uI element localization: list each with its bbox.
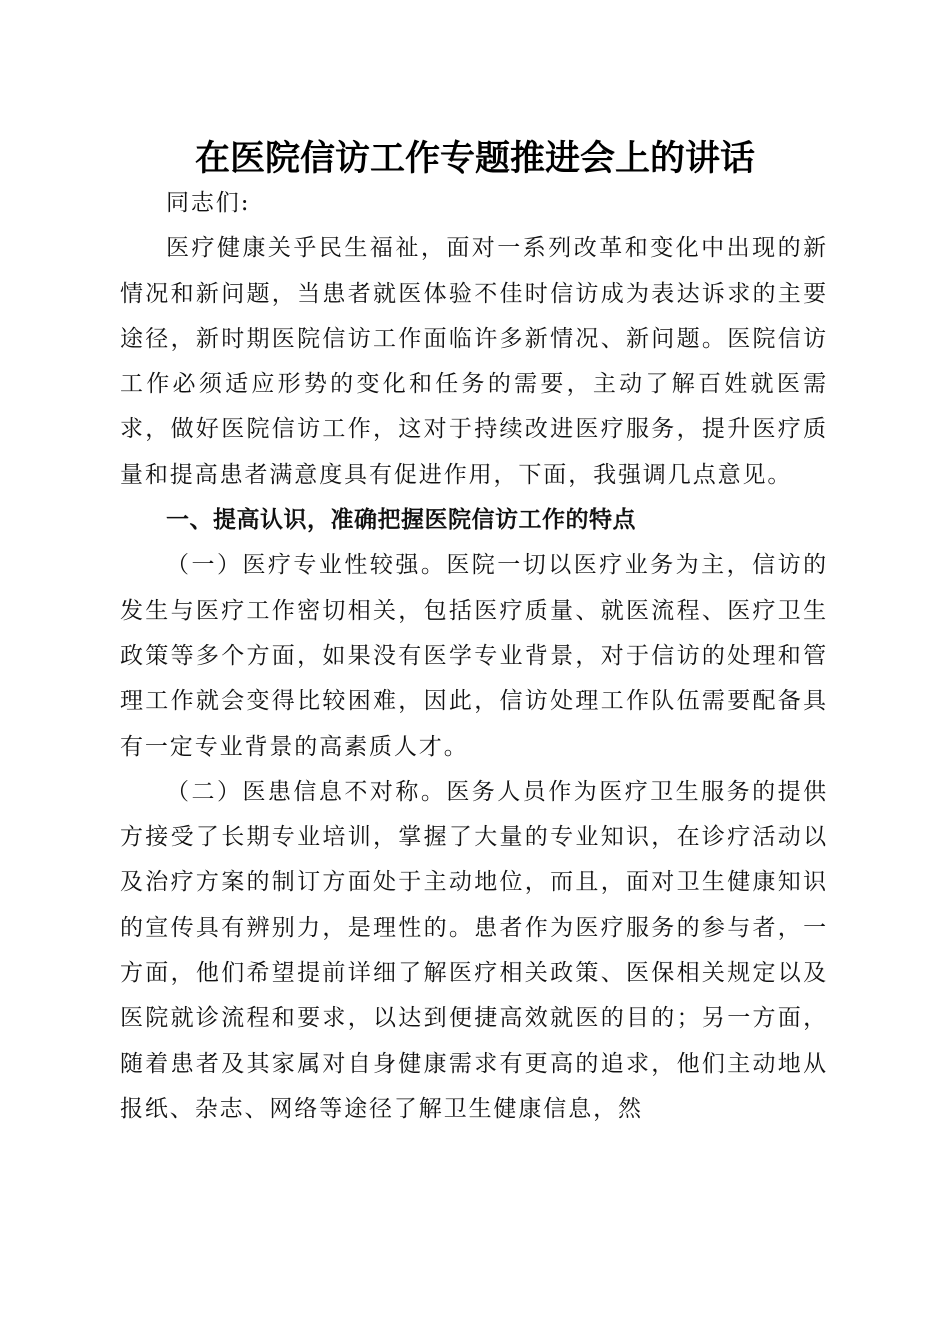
document-title: 在医院信访工作专题推进会上的讲话 (194, 138, 755, 179)
document-body (120, 181, 828, 1132)
point-paragraph-2: （二）医患信息不对称。医务人员作为医疗卫生服务的提供方接受了长期专业培训，掌握了大量的专业知识，在诊疗活动以及治疗方案的制订方面处于主动地位，而且，面对卫生健康知识的宣传具有辨别力，是理性的。患者作为医疗服务的参与者，一方面，他们希望提前详细了解医疗相关政策、医保相关规定以及医院就诊流程和要求，以达到便捷高效就医的目的；另一方面，随着患者及其家属对自身健康需求有更高的追求，他们主动地从报纸、杂志、网络等途径了解卫生健康信息，然 (120, 778, 828, 1122)
point-paragraph-1: （一）医疗专业性较强。医院一切以医疗业务为主，信访的发生与医疗工作密切相关，包括医疗质量、就医流程、医疗卫生政策等多个方面，如果没有医学专业背景，对于信访的处理和管理工作就会变得比较困难，因此，信访处理工作队伍需要配备具有一定专业背景的高素质人才。 (120, 552, 828, 760)
intro-paragraph: 医疗健康关乎民生福祉，面对一系列改革和变化中出现的新情况和新问题，当患者就医体验不佳时信访成为表达诉求的主要途径，新时期医院信访工作面临许多新情况、新问题。医院信访工作必须适应形势的变化和任务的需要，主动了解百姓就医需求，做好医院信访工作，这对于持续改进医疗服务，提升医疗质量和提高患者满意度具有促进作用，下面，我强调几点意见。 (120, 235, 828, 488)
section-heading-1: 一、提高认识，准确把握医院信访工作的特点 (166, 507, 636, 534)
salutation: 同志们: (166, 190, 251, 216)
